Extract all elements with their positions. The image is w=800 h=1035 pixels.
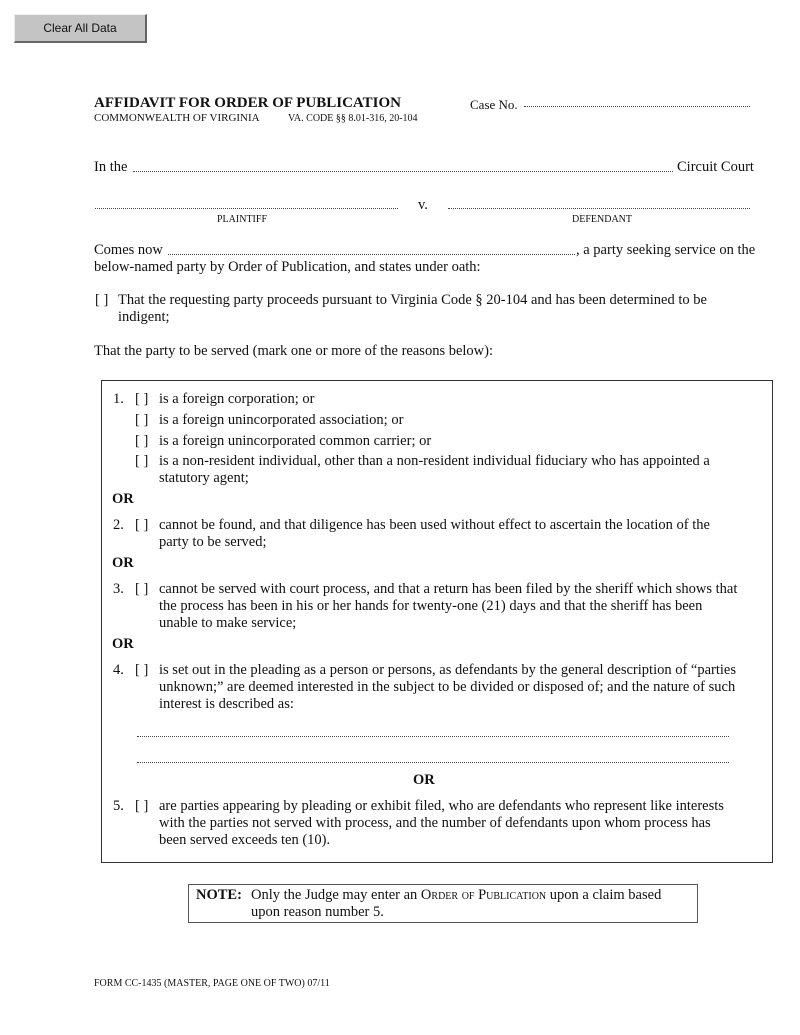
form-title: AFFIDAVIT FOR ORDER OF PUBLICATION <box>94 95 401 111</box>
defendant-field[interactable] <box>448 208 750 209</box>
court-name-field[interactable] <box>133 171 673 172</box>
case-no-label: Case No. <box>470 97 518 112</box>
reason-3-text-3: unable to make service; <box>159 615 297 631</box>
reason-5-text: are parties appearing by pleading or exhibit filed, who are defendants who represent like interests <box>159 798 724 814</box>
reason-5-number: 5. <box>113 798 124 814</box>
reason-4-number: 4. <box>113 662 124 678</box>
reason-1a-text: is a foreign corporation; or <box>159 391 315 407</box>
reason-5-checkbox[interactable]: [ ] <box>135 798 149 814</box>
or-separator: OR <box>112 636 134 652</box>
comes-now-suffix: , a party seeking service on the <box>576 242 756 258</box>
plaintiff-label: PLAINTIFF <box>217 214 268 225</box>
reason-1d-text: is a non-resident individual, other than a non-resident individual fiduciary who has appointed a <box>159 453 710 469</box>
interest-description-field-1[interactable] <box>137 736 729 737</box>
reason-1a-checkbox[interactable]: [ ] <box>135 391 149 407</box>
note-text <box>251 887 661 904</box>
circuit-court-label: Circuit Court <box>677 159 754 175</box>
reason-2-text: cannot be found, and that diligence has been used without effect to ascertain the location of the <box>159 517 710 533</box>
reason-1-number: 1. <box>113 391 124 407</box>
reason-1c-checkbox[interactable]: [ ] <box>135 433 149 449</box>
indigent-text: That the requesting party proceeds pursuant to Virginia Code § 20-104 and has been determined to be <box>118 292 707 308</box>
comes-now-label: Comes now <box>94 242 163 258</box>
interest-description-field-2[interactable] <box>137 762 729 763</box>
reason-1c-text: is a foreign unincorporated common carrier; or <box>159 433 432 449</box>
reason-3-text-2: the process has been in his or her hands for twenty-one (21) days and that the sheriff has been <box>159 598 703 614</box>
note-text-part: upon a claim based <box>549 887 662 903</box>
clear-all-data-button[interactable]: Clear All Data <box>14 14 147 43</box>
reason-2-text-2: party to be served; <box>159 534 267 550</box>
reason-2-checkbox[interactable]: [ ] <box>135 517 149 533</box>
reason-4-text-3: interest is described as: <box>159 696 294 712</box>
plaintiff-field[interactable] <box>95 208 398 209</box>
reason-4-checkbox[interactable]: [ ] <box>135 662 149 678</box>
reason-1d-checkbox[interactable]: [ ] <box>135 453 149 469</box>
case-no-field[interactable] <box>524 106 750 107</box>
versus-label: v. <box>418 197 428 213</box>
reason-3-text: cannot be served with court process, and that a return has been filed by the sheriff which shows that <box>159 581 738 597</box>
or-separator: OR <box>112 491 134 507</box>
reason-4-text-2: unknown;” are deemed interested in the subject to be divided or disposed of; and the nature of such <box>159 679 736 695</box>
note-text-2: upon reason number 5. <box>251 904 384 920</box>
or-separator: OR <box>413 772 435 788</box>
note-text-part: Only the Judge may enter an <box>251 887 418 903</box>
note-label: NOTE: <box>196 887 242 903</box>
form-footer: FORM CC-1435 (MASTER, PAGE ONE OF TWO) 07/11 <box>94 978 330 989</box>
reason-1b-text: is a foreign unincorporated association; or <box>159 412 404 428</box>
reason-2-number: 2. <box>113 517 124 533</box>
reason-4-text: is set out in the pleading as a person or persons, as defendants by the general description of “parties <box>159 662 737 678</box>
reasons-intro: That the party to be served (mark one or more of the reasons below): <box>94 343 494 359</box>
in-the-label: In the <box>94 159 128 175</box>
reason-5-text-2: with the parties not served with process, and the number of defendants upon whom process has <box>159 815 711 831</box>
reason-1d-text-2: statutory agent; <box>159 470 249 486</box>
indigent-checkbox[interactable]: [ ] <box>95 292 109 308</box>
reason-3-number: 3. <box>113 581 124 597</box>
or-separator: OR <box>112 555 134 571</box>
defendant-label: DEFENDANT <box>572 214 632 225</box>
reason-5-text-3: been served exceeds ten (10). <box>159 832 331 848</box>
reason-3-checkbox[interactable]: [ ] <box>135 581 149 597</box>
reason-1b-checkbox[interactable]: [ ] <box>135 412 149 428</box>
party-name-field[interactable] <box>168 254 575 255</box>
commonwealth-label: COMMONWEALTH OF VIRGINIA <box>94 112 260 124</box>
comes-now-line2: below-named party by Order of Publication, and states under oath: <box>94 259 481 275</box>
indigent-text-2: indigent; <box>118 309 170 325</box>
code-reference: VA. CODE §§ 8.01-316, 20-104 <box>288 113 418 124</box>
order-of-publication-text: Order of Publication <box>420 887 547 903</box>
